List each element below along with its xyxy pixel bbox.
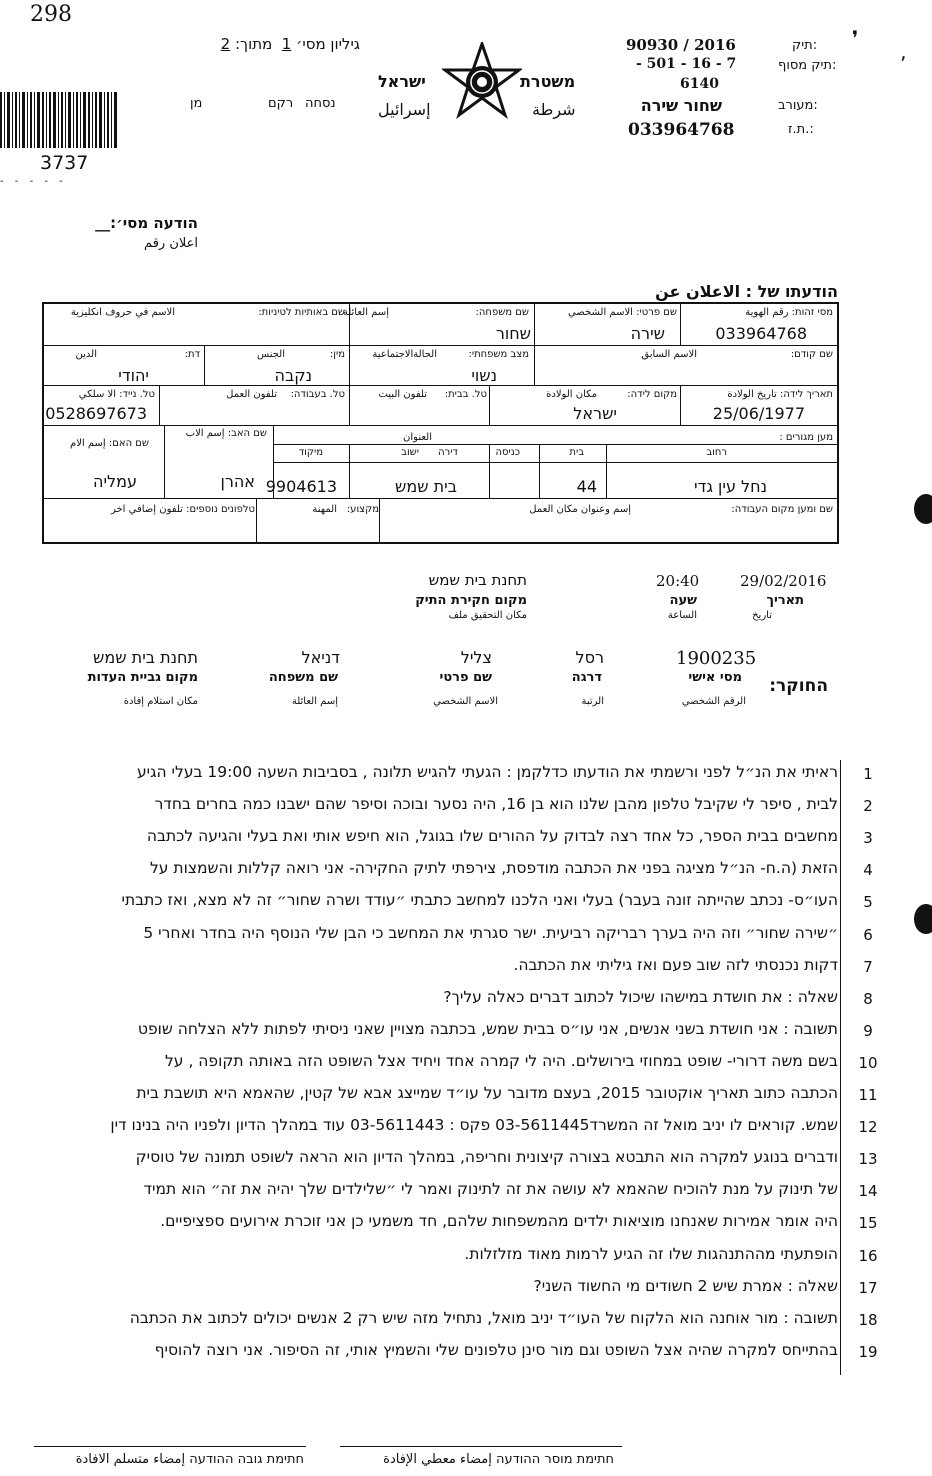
investigator-rank-value: רסל: [575, 648, 604, 667]
birth-place-label: מקום לידה:: [627, 389, 677, 400]
apartment-label: דירה: [438, 447, 458, 458]
mobile-value: 0528697673: [45, 404, 147, 423]
investigator-personal-number-label: מסי אישי: [688, 670, 742, 685]
barcode-number: 3737: [40, 152, 89, 174]
id-number-label: מסי זהות: رقم الهوية: [745, 307, 833, 318]
signature-label-right: חתימת מוסר ההודעה إمضاء معطي الإفادة: [383, 1452, 614, 1467]
religion-value: יהודי: [118, 366, 149, 385]
statement-line-number: 9: [863, 1022, 873, 1040]
notice-label: הודעה מסי׳:__: [95, 214, 198, 232]
session-date-label-arabic: تاريخ: [752, 610, 772, 621]
gender-label-arabic: الجنس: [256, 349, 285, 360]
sheet-number: 1: [281, 35, 292, 53]
religion-label: דת:: [184, 349, 200, 360]
investigator-first-name-value: צליל: [460, 648, 492, 667]
occupation-label: מקצוע:: [346, 504, 379, 515]
last-name-value: שחור: [495, 324, 531, 343]
investigator-first-name-label: שם פרטי: [439, 670, 492, 685]
settlement-label: ישוב: [401, 447, 419, 458]
investigator-station-label: מקום גביית העדות: [87, 670, 198, 685]
police-hebrew-2: ישראל: [378, 72, 426, 91]
occupation-label-arabic: المهنة: [312, 504, 337, 515]
handwritten-page-number: 298: [30, 2, 72, 27]
of-total: 2: [220, 35, 231, 53]
extra-phones-label: טלפונים נוספים: تلفون إضافي اخر: [110, 504, 255, 515]
house-value: 44: [576, 477, 597, 496]
statement-line: שאלה : את חושדת במישהו שיכול לכתוב דברים כאלה עליך?: [443, 988, 838, 1006]
statement-line-number: 12: [858, 1118, 878, 1136]
investigator-first-name-label-arabic: الاسم الشخصي: [433, 696, 498, 707]
suspect-label: מעורב:: [778, 98, 818, 113]
police-emblem: [442, 42, 522, 122]
signature-line-right: [340, 1446, 622, 1447]
latin-name-label: שם באותיות לטיניות:: [258, 307, 345, 318]
session-place-value: תחנת בית שמש: [428, 571, 527, 589]
mother-name-label: שם האם: إسم الام: [70, 438, 149, 449]
investigator-rank-label-arabic: الرتبة: [581, 696, 604, 707]
statement-line-number: 5: [863, 893, 873, 911]
marital-status-label: מצב משפחתי:: [468, 349, 529, 360]
statement-line-number: 6: [863, 926, 873, 944]
entrance-label: כניסה: [495, 447, 520, 458]
personal-details-form: [42, 302, 839, 544]
residence-label: מען מגורים :: [779, 432, 833, 443]
session-time-value: 20:40: [656, 572, 700, 590]
statement-line-number: 8: [863, 990, 873, 1008]
statement-line-number: 16: [858, 1247, 878, 1265]
statement-line: מחשבים בבית הספר, כל אחד רצה לבדוק על ההורים שלו בגוגל, הוא חיפש אותי ואת בעלי והגיעה לכתבה: [146, 827, 838, 845]
session-time-label: שעה: [669, 593, 697, 608]
marital-status-label-arabic: الحالةالاجتماعية: [372, 349, 437, 360]
statement-line-number: 19: [858, 1343, 878, 1361]
statement-line: הופתעתי מההתנהגות שלו זה הגיע לרמות מאוד מזלזלות.: [464, 1245, 838, 1263]
police-arabic-1: شرطة: [532, 100, 576, 119]
punch-hole: [914, 904, 932, 934]
marital-status-value: נשוי: [471, 366, 497, 385]
home-phone-label-arabic: تلفون البيت: [378, 389, 427, 400]
gender-label: מין:: [329, 349, 345, 360]
id-number-value: 033964768: [715, 324, 807, 343]
gender-value: נקבה: [274, 366, 312, 385]
latin-name-label-arabic: الاسم في حروف انكليزية: [70, 307, 175, 318]
birth-place-value: ישראל: [573, 404, 617, 423]
investigator-rank-label: דרגה: [571, 670, 602, 685]
id-label: ת.ז.:: [788, 122, 814, 137]
statement-line: הכתבה כתוב תאריך אוקטובר 2015, בעצם מדובר על עו״ד שמייצג אבא של קטין, שהאמא היא תושבת בית: [136, 1084, 838, 1102]
statement-line-number: 15: [858, 1214, 878, 1232]
dashed-mark: - - - - -: [0, 176, 67, 187]
statement-line-number: 11: [858, 1086, 878, 1104]
signature-label-left: חתימת גובה ההודעה إمضاء متسلم الافادة: [75, 1452, 304, 1467]
street-value: נחל עין גדי: [694, 477, 767, 496]
ref-case-value2: 6140: [680, 76, 719, 92]
case-value: 90930 / 2016: [626, 36, 736, 54]
of-label: מתוך: [240, 35, 273, 53]
margin-mark: ʼ: [900, 52, 907, 76]
statement-line-number: 7: [863, 958, 873, 976]
sheet-label: גיליון מסי׳: [296, 35, 360, 53]
ref-case-label: תיק מסוף:: [778, 58, 837, 73]
session-time-label-arabic: الساعة: [667, 610, 697, 621]
police-arabic-2: إسرائيل: [378, 100, 431, 119]
punch-hole: [914, 494, 932, 524]
first-name-label: שם פרטי: الاسم الشخصي: [568, 307, 677, 318]
statement-line: בהתייחס למקרה שהיה אצל השופט וגם מור סינן טלפונים שלי והשמיץ אותי, זה הסיפור. אני רוצה להוסיף: [154, 1341, 838, 1359]
zip-label: מיקוד: [298, 447, 323, 458]
statement-line: שאלה : אמרת שיש 2 חשודים מי החשוד השני?: [533, 1277, 838, 1295]
statement-line-number: 14: [858, 1182, 878, 1200]
statement-line: היה אומר אמירות שאנחנו מוציאות ילדים מהמשפחות שלהם, חד משמעי כן אני זוכרת אירועים ספציפיים.: [160, 1212, 838, 1230]
police-hebrew-1: משטרת: [520, 72, 576, 91]
from-label: מן: [190, 96, 203, 111]
birth-date-value: 25/06/1977: [712, 404, 805, 423]
statement-line-number: 17: [858, 1279, 878, 1297]
work-place-label-arabic: إسم وعنوان مكان العمل: [529, 504, 631, 515]
number-label: רקם: [268, 96, 294, 111]
zip-value: 9904613: [265, 477, 337, 496]
statement-line-number: 4: [863, 861, 873, 879]
statement-line: הזאת (ה.ח- הנ״ל מציגה בפני את הכתבה מודפסת, צירפתי לתיק החקירה- אני רואה קללות והשמצות על: [149, 859, 838, 877]
statement-line-number: 13: [858, 1150, 878, 1168]
line-number-rule: [840, 760, 841, 1375]
barcode-graphic: [0, 92, 118, 148]
investigator-last-name-value: דניאל: [301, 648, 340, 667]
police-star-icon: [442, 42, 522, 122]
id-value: 033964768: [628, 120, 735, 140]
suspect-value: שחור שירה: [640, 96, 722, 115]
investigator-last-name-label-arabic: إسم العائلة: [291, 696, 338, 707]
session-date-value: 29/02/2016: [740, 572, 827, 590]
previous-name-label-arabic: الاسم السابق: [641, 349, 697, 360]
address-label-arabic: العنوان: [403, 432, 432, 443]
notice-label-arabic: اعلان رقم: [144, 236, 198, 251]
investigator-personal-number-value: 1900235: [676, 648, 757, 669]
session-date-label: תאריך: [766, 593, 804, 608]
sheet-info: גיליון מסי׳ 1 מתוך: 2: [220, 35, 360, 53]
home-phone-label: טל. בבית:: [444, 389, 487, 400]
father-name-value: אהרן: [220, 472, 255, 491]
work-phone-label: טל. בעבודה:: [290, 389, 345, 400]
form-title: הודעתו של : الاعلان عن: [655, 282, 838, 301]
statement-line: לבית , סיפר לי שקיבל טלפון מהבן שלנו הוא בן 16, היה נסער ובוכה וסיפר שהם ישבנו כמה בחרים בחדר: [154, 795, 838, 813]
statement-line-number: 10: [858, 1054, 878, 1072]
father-name-label: שם האב: إسم الاب: [185, 428, 267, 439]
statement-line: תשובה : מור אוחנה הוא הלקוח של העו״ד יניב מואל, נתחיל מזה שיש רק 2 אנשים יכולים לכתוב את הכתבה: [129, 1309, 838, 1327]
signature-line-left: [34, 1446, 306, 1447]
statement-line: תשובה : אני חושדת בשני אנשים, אני עו״ס בבית שמש, בכתבה מצויין שאני ניסיתי לפתות ללא הצלחה שופט: [137, 1020, 838, 1038]
investigator-last-name-label: שם משפחה: [268, 670, 338, 685]
session-place-label: מקום חקירת התיק: [415, 593, 527, 608]
investigator-station-value: תחנת בית שמש: [93, 648, 198, 667]
last-name-label-arabic: إسم العائلة: [342, 307, 389, 318]
house-label: בית: [569, 447, 584, 458]
ref-case-value: - 501 - 16 - 7: [636, 56, 737, 72]
statement-line: בשם משה דרורי- שופט במחוזי בירושלים. היה לי קמרה אחד ויחיד אצל השופט הזה באותה תקופה , על: [165, 1052, 838, 1070]
statement-line-number: 18: [858, 1311, 878, 1329]
previous-name-label: שם קודם:: [790, 349, 833, 360]
investigator-station-label-arabic: مكان استلام إفادة: [123, 696, 198, 707]
case-label: תיק:: [792, 38, 818, 53]
investigator-personal-number-label-arabic: الرقم الشخصي: [681, 696, 746, 707]
mother-name-value: עמליה: [92, 472, 137, 491]
statement-line: ודברים בנוגע למקרה הוא התבטא בצורה קיצונית וחריפה, במהלך הדיון הוא הראה לשופט תמונה של טוסיק: [135, 1148, 838, 1166]
session-place-label-arabic: مكان التحقيق ملف: [448, 610, 527, 621]
statement-line: העו״ס- נכתב שהייתה זונה בעבר) בעלי ואני הלכנו למחשב כתבתי ״עודד ושרה שחור״ זה לא מצא, ואז כתבתי: [121, 891, 838, 909]
investigator-heading: החוקר:: [769, 676, 828, 696]
statement-line: של תינוק על מנת להוכיח שהאמא לא עושה את זה לתינוק ואמר לי ״שלילדים שלך יהיה את זה״ הוא תמיד: [143, 1180, 838, 1198]
statement-line: שמש. קוראים לו יניב מואל זה המשרד03-5611445 פקס : 03-5611443 עוד במהלך הדיון ולפניו היה בנינו דין: [110, 1116, 838, 1134]
statement-line: ראיתי את הנ״ל לפני ורשמתי את הודעתו כדלקמן : הגעתי להגיש תלונה , בסביבות השעה 19:00 בעלי הגיע: [136, 763, 838, 781]
statement-line: דקות נכנסתי לזה שוב פעם ואז גיליתי את הכתבה.: [513, 956, 838, 974]
statement-line-number: 1: [863, 765, 873, 783]
first-name-value: שירה: [630, 324, 665, 343]
birth-place-label-arabic: مكان الولادة: [546, 389, 597, 400]
statement-line: ״שירה שחור״ וזה היה בערך רבריקה רביעית. ישר סגרתי את המחשב כי הבן שלי הנוסף היה בחדר ואחרי 5: [143, 924, 838, 942]
work-place-label: שם ומען מקום העבודה:: [731, 504, 833, 515]
work-phone-label-arabic: تلفون العمل: [226, 389, 277, 400]
last-name-label: שם משפחה:: [475, 307, 529, 318]
copy-label: נסחה: [305, 96, 336, 111]
barcode: [0, 92, 118, 148]
street-label: רחוב: [706, 447, 727, 458]
statement-line-number: 2: [863, 797, 873, 815]
statement-line-number: 3: [863, 829, 873, 847]
notice-label-text: הודעה מסי׳:: [110, 214, 198, 232]
margin-mark: ❜: [852, 26, 859, 50]
birth-date-label: תאריך לידה: تاريخ الولادة: [727, 389, 833, 400]
settlement-value: בית שמש: [395, 477, 457, 496]
mobile-label: טל. נייד: الا سلكي: [78, 389, 155, 400]
religion-label-arabic: الدين: [75, 349, 97, 360]
